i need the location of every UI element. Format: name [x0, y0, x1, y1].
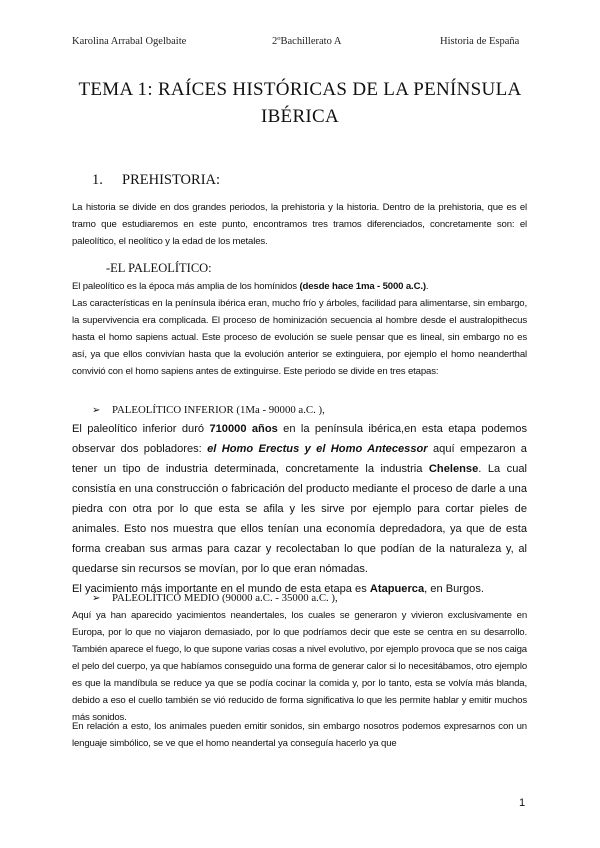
title-line-1: TEMA 1: RAÍCES HISTÓRICAS DE LA PENÍNSULA	[78, 79, 522, 100]
arrow-bullet-icon: ➢	[92, 593, 101, 604]
medio-paragraph-2: En relación a esto, los animales pueden emitir sonidos, sin embargo nosotros podemos expresarnos con un lenguaje simbólico, se ve que el homo neandertal ya conseguía hacerlo ya que	[72, 721, 527, 749]
section-number: 1.	[92, 172, 103, 188]
bullet-heading: PALEOLÍTICO INFERIOR (1Ma - 90000 a.C. ),	[112, 404, 325, 416]
arrow-bullet-icon: ➢	[92, 405, 101, 416]
header-course: 2ºBachillerato A	[272, 36, 342, 47]
bullet-paleolitico-medio	[92, 592, 338, 604]
header-author: Karolina Arrabal Ogelbaite	[72, 36, 187, 47]
section-heading-prehistoria	[92, 172, 220, 189]
intro-paragraph: La historia se divide en dos grandes periodos, la prehistoria y la historia. Dentro de la prehistoria, que es el tramo que estudiaremos en este punto, encontramos tres tramos diferenciados, concretamente son: el paleolítico, el neolítico y la edad de los metales.	[72, 202, 527, 247]
bullet-paleolitico-inferior	[92, 404, 325, 416]
header-subject: Historia de España	[440, 36, 520, 47]
title-line-2: IBÉRICA	[260, 106, 340, 127]
date-range-bold: (desde hace 1ma - 5000 a.C.)	[299, 281, 426, 292]
page-number: 1	[519, 797, 526, 809]
inferior-paragraph: El paleolítico inferior duró 710000 años en la península ibérica,en esta etapa podemos observar dos pobladores: el Homo Erectus y el Homo Antecessor aquí empezaron a tener un tipo de industria determinada, concretamente la industria Chelense. La cual consistía en una construcción o fabricación del producto mediante el proceso de darle a una piedra con otra por lo que esta se afila y les sirve por ejemplo para cortar pieles de animales. Esto nos muestra que ellos tenían una economía depredadora, ya que de esta forma creaban sus armas para cazar y recolectaban lo que podían de la naturaleza y, al quedarse sin recursos se movían, por lo que eran nómadas. El yacimiento más importante en el mundo de esta etapa es Atapuerca, en Burgos.	[72, 423, 528, 595]
paleolitico-paragraph-1: El paleolítico es la época más amplia de los homínidos (desde hace 1ma - 5000 a.C.).	[72, 281, 429, 292]
section-title: PREHISTORIA:	[122, 172, 221, 188]
page-title	[60, 76, 540, 130]
bullet-heading: PALEOLÍTICO MEDIO (90000 a.C. - 35000 a.C. ),	[112, 592, 338, 604]
subheading-paleolitico: -EL PALEOLÍTICO:	[106, 261, 212, 275]
paleolitico-paragraph-2: Las características en la península ibérica eran, mucho frío y árboles, facilidad para alimentarse, sin embargo, la supervivencia era complicada. El proceso de hominización secuencia al hombre desde el australopithecus hasta el homo sapiens actual. Este proceso de evolución se suele pensar que es lineal, sin embargo no es así, ya que ellos convivían hasta que la evolución anterior se extinguiera, por ejemplo el homo neanderthal convivió con el homo sapiens antes de extinguirse. Este periodo se divide en tres etapas:	[72, 298, 527, 377]
medio-paragraph-1: Aquí ya han aparecido yacimientos neandertales, los cuales se generaron y vivieron exclusivamente en Europa, por lo que no viajaron demasiado, por lo que podríamos decir que este se centra en su desarrollo. También aparece el fuego, lo que supone varias cosas a nivel evolutivo, por ejemplo provoca que se nos caiga el pelo del cuerpo, ya que habíamos conseguido una forma de generar calor si lo necesitábamos, otro ejemplo es que la mandíbula se reduce ya que se podía cocinar la comida y, por lo tanto, esta se volvía más blanda, debido a eso el cuello también se vió reducido de forma significativa lo que les permite hablar y emitir muchos más sonidos.	[72, 610, 527, 723]
